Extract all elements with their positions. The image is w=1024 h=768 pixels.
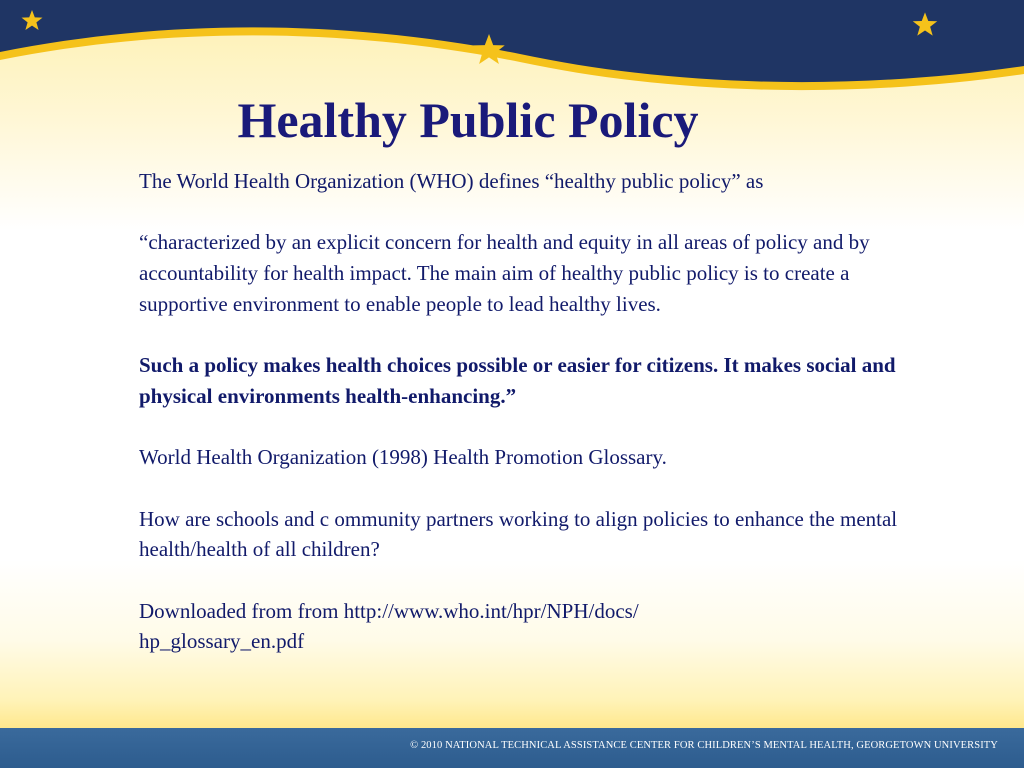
download-line-2: hp_glossary_en.pdf bbox=[139, 629, 305, 654]
star-icon bbox=[911, 11, 939, 37]
footer-bar bbox=[0, 728, 1024, 768]
banner-navy-band bbox=[0, 0, 1024, 82]
intro-paragraph: The World Health Organization (WHO) defines “healthy public policy” as bbox=[139, 169, 764, 193]
star-icon bbox=[471, 32, 507, 66]
citation-paragraph: World Health Organization (1998) Health Promotion Glossary. bbox=[139, 445, 667, 470]
footer-copyright: © 2010 NATIONAL TECHNICAL ASSISTANCE CENTER FOR CHILDREN’S MENTAL HEALTH, GEORGETOWN UNIVERSITY bbox=[410, 740, 998, 751]
quote-bold-paragraph: Such a policy makes health choices possible or easier for citizens. It makes social and physical environments health-enhancing.” bbox=[139, 353, 896, 408]
quote-paragraph: “characterized by an explicit concern for health and equity in all areas of policy and by accountability for health impact. The main aim of healthy public policy is to create a supportive environment to enable people to lead healthy lives. bbox=[139, 230, 870, 316]
slide-title: Healthy Public Policy bbox=[237, 92, 699, 148]
slide-body bbox=[139, 166, 939, 657]
download-line-1: Downloaded from from http://www.who.int/hpr/NPH/docs/ bbox=[139, 598, 639, 623]
star-icon bbox=[20, 9, 44, 31]
question-paragraph: How are schools and c ommunity partners working to align policies to enhance the mental health/health of all children? bbox=[139, 506, 898, 562]
